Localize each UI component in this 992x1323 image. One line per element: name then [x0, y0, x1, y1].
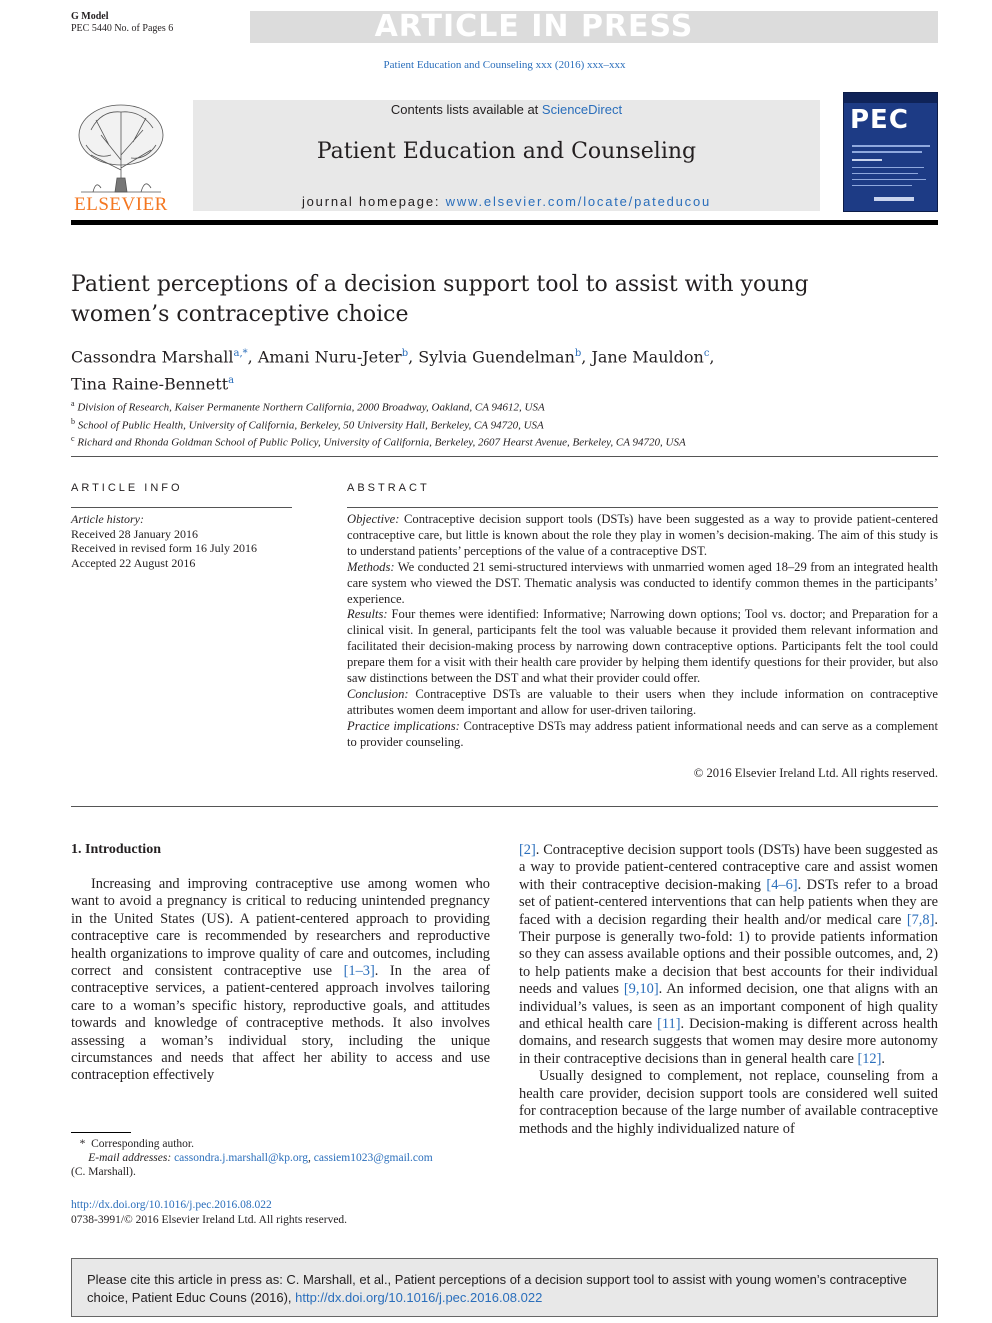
doi-block	[71, 1198, 490, 1228]
body-paragraph: Usually designed to complement, not replace, counseling from a health care provider, decision support tools are considered well suited for contraception because of the large number of available contraceptive methods and the highly individualized nature of	[519, 1068, 938, 1137]
author-name[interactable]: Cassondra Marshall	[71, 347, 234, 367]
cover-decoration	[852, 151, 922, 153]
introduction-heading: 1. Introduction	[71, 842, 161, 857]
reference-link[interactable]: [1–3]	[343, 963, 375, 980]
body-text: . Their purpose is generally two-fold: 1) to provide patients information so they can assess available options and their possible outcomes, and, 2) to help patients make a decision that best accounts for their individual needs and values	[519, 911, 938, 998]
email-note: E-mail addresses: cassondra.j.marshall@kp.org, cassiem1023@gmail.com	[88, 1152, 433, 1164]
article-in-press-text: ARTICLE IN PRESS	[374, 9, 694, 44]
body-text: . In the area of contraceptive services, a patient-centered approach involves tailoring care to a woman’s specific history, reproductive goals, and attitudes towards and knowledge of contraceptive methods. It also involves assessing a woman’s individual story, including the unique circumstances and needs that affect her ability to access and use contraception effectively	[71, 963, 491, 1084]
abstract-heading: ABSTRACT	[347, 482, 430, 494]
cover-decoration	[852, 173, 918, 174]
journal-cover-image	[843, 92, 938, 212]
email-owner: (C. Marshall).	[71, 1166, 136, 1178]
issn-copyright: 0738-3991/© 2016 Elsevier Ireland Ltd. All rights reserved.	[71, 1214, 348, 1226]
cover-decoration	[852, 179, 926, 180]
reference-link[interactable]: [9,10]	[623, 981, 659, 998]
abstract-text: Contraceptive DSTs may address patient informational needs and can serve as a complement to provider counseling.	[347, 718, 938, 749]
body-text: .	[881, 1050, 886, 1067]
citation-text	[87, 1271, 927, 1307]
reference-link[interactable]: [12]	[857, 1050, 882, 1067]
abstract-results	[347, 607, 938, 687]
cover-header-strip	[844, 93, 937, 103]
author-name[interactable]: Sylvia Guendelman	[418, 347, 575, 367]
affiliation-list	[71, 397, 938, 450]
affiliation	[71, 432, 938, 450]
homepage-link[interactable]: www.elsevier.com/locate/pateducou	[445, 194, 712, 209]
sciencedirect-link[interactable]: ScienceDirect	[541, 102, 623, 117]
abstract-text: Contraceptive DSTs are valuable to their users when they include information on contraceptive attributes women deem important and allow for user-driven tailoring.	[347, 686, 938, 717]
accepted-date: Accepted 22 August 2016	[71, 555, 196, 570]
manuscript-id	[71, 11, 173, 35]
section-divider	[71, 456, 938, 457]
elsevier-wordmark: ELSEVIER	[74, 194, 168, 215]
cover-decoration	[852, 185, 912, 186]
cover-title: PEC	[850, 105, 909, 135]
citation-doi-link[interactable]: http://dx.doi.org/10.1016/j.pec.2016.08.022	[295, 1290, 543, 1305]
article-title	[71, 270, 871, 330]
affiliation	[71, 397, 938, 415]
email-link[interactable]: cassondra.j.marshall@kp.org	[174, 1152, 309, 1164]
body-text: . An informed decision, one that aligns with an individual’s values, is seen as an important component of high quality and ethical health care	[519, 981, 939, 1033]
body-text: . DSTs refer to a broad set of patient-centered interventions that can help patients when they are faced with a decision regarding their health and/or medical care	[519, 876, 938, 928]
contents-availability	[193, 102, 820, 117]
journal-title: Patient Education and Counseling	[316, 139, 697, 164]
affiliation-text: Division of Research, Kaiser Permanente Northern California, 2000 Broadway, Oakland, CA 94612, USA	[77, 401, 545, 414]
abstract-conclusion	[347, 687, 938, 719]
citation-body: Please cite this article in press as: C. Marshall, et al., Patient perceptions of a decision support tool to assist with young women’s contraceptive choice, Patient Educ Couns (2016),	[87, 1272, 907, 1305]
footnotes	[71, 1137, 490, 1179]
footnote-marker: *	[79, 1138, 86, 1150]
page-count: PEC 5440 No. of Pages 6	[71, 23, 174, 34]
abstract-text: We conducted 21 semi-structured interviews with unmarried women aged 18–29 from an integrated health care system who viewed the DST. Thematic analysis was conducted to identify common themes in the participants’ experience.	[347, 559, 938, 606]
affiliation	[71, 415, 938, 433]
abstract-label: Objective:	[347, 512, 400, 526]
section-divider	[71, 806, 938, 807]
cover-decoration	[874, 197, 914, 201]
journal-homepage	[193, 194, 820, 209]
affiliation-marker: c	[71, 434, 75, 444]
affiliation-text: Richard and Rhonda Goldman School of Public Policy, University of California, Berkeley, 2607 Hearst Avenue, Berkeley, CA 94720, USA	[77, 436, 686, 449]
author-list	[71, 342, 871, 397]
cover-decoration	[852, 167, 924, 168]
homepage-prefix: journal homepage:	[301, 194, 446, 209]
doi-link[interactable]: http://dx.doi.org/10.1016/j.pec.2016.08.022	[71, 1199, 272, 1211]
author-affiliation-marker[interactable]: a	[228, 375, 235, 387]
abstract-body	[347, 512, 938, 751]
revised-date: Received in revised form 16 July 2016	[71, 541, 257, 555]
body-paragraph	[519, 842, 938, 1068]
masthead-rule	[71, 220, 938, 225]
abstract-objective	[347, 512, 938, 560]
article-info-rule	[71, 507, 292, 508]
abstract-label: Methods:	[347, 559, 395, 574]
title-line: Patient perceptions of a decision support tool to assist with young	[71, 272, 809, 297]
abstract-practice	[347, 719, 938, 751]
body-text: . Contraceptive decision support tools (DSTs) have been suggested as a way to provide patient-centered contraceptive care and assist women with their contraceptive decision-making	[519, 842, 938, 893]
abstract-text: Contraceptive decision support tools (DSTs) have been suggested as a way to provide patient-centered contraceptive care, but little is known about the role they play in women’s decision-making. The aim of this study is to understand patients’ perceptions of the value of a contraceptive DST.	[347, 512, 938, 558]
body-text: . Decision-making is different across health domains, and research suggests that women may desire more autonomy in their contraceptive decisions than in general health care	[519, 1016, 938, 1067]
reference-link[interactable]: [2]	[519, 842, 536, 858]
abstract-copyright: © 2016 Elsevier Ireland Ltd. All rights reserved.	[693, 766, 938, 780]
g-model-label: G Model	[71, 11, 109, 22]
author-affiliation-marker[interactable]: b	[401, 348, 409, 359]
author-name[interactable]: Tina Raine-Bennett	[71, 374, 229, 394]
abstract-label: Results:	[347, 607, 388, 622]
corresponding-author-note	[71, 1137, 490, 1151]
history-label: Article history:	[71, 512, 144, 526]
author-line: Cassondra Marshall$^{a,*}$, Amani Nuru-Jeter$^b$, Sylvia Guendelman$^b$, Jane Mauldon$^c$,	[71, 347, 715, 367]
body-column-left	[71, 876, 490, 1085]
cover-decoration	[852, 145, 930, 147]
abstract-text: Four themes were identified: Informative; Narrowing down options; Tool vs. doctor; and Preparation for a clinical visit. In general, participants felt the tool was valuable because it provided them relevant information and facilitated their decision-making process by narrowing down contraceptive options. Participants felt the tool could prepare them for a visit with their health care provider by helping them identify questions for their provider, but also saw distinctions between the DST and what their provider could offer.	[347, 607, 938, 686]
body-column-right	[519, 842, 938, 1138]
email-label: E-mail addresses:	[88, 1152, 172, 1164]
contents-prefix: Contents lists available at	[390, 102, 542, 117]
author-affiliation-marker[interactable]: b	[574, 348, 582, 359]
affiliation-marker: b	[71, 416, 75, 426]
cover-decoration	[852, 159, 882, 161]
received-date: Received 28 January 2016	[71, 526, 198, 541]
author-name[interactable]: Jane Mauldon	[591, 347, 704, 367]
abstract-rule	[347, 507, 938, 508]
footnote-text: Corresponding author.	[91, 1138, 194, 1150]
abstract-label: Practice implications:	[347, 718, 460, 733]
abstract-label: Conclusion:	[347, 686, 409, 701]
author-name[interactable]: Amani Nuru-Jeter	[257, 347, 402, 367]
email-link[interactable]: cassiem1023@gmail.com	[313, 1152, 433, 1164]
article-info-heading: ARTICLE INFO	[71, 482, 183, 494]
body-text: Increasing and improving contraceptive use among women who want to avoid a pregnancy is critical to reducing unintended pregnancy in the United States (US). A patient-centered approach to providing contraceptive care is recommended by researchers and reproductive health organizations to improve quality of care and outcomes, including correct and consistent contraceptive use	[71, 876, 490, 980]
abstract-methods	[347, 560, 938, 608]
affiliation-text: School of Public Health, University of California, Berkeley, 50 University Hall, Berkeley, CA 94720, USA	[77, 419, 544, 432]
reference-link[interactable]: [4–6]	[766, 876, 798, 893]
reference-link[interactable]: [11]	[657, 1016, 681, 1033]
article-history	[71, 512, 291, 570]
author-affiliation-marker[interactable]: a,*	[233, 348, 248, 359]
body-paragraph	[71, 876, 490, 1085]
journal-citation-link[interactable]: Patient Education and Counseling xxx (2016) xxx–xxx	[383, 59, 626, 71]
reference-link[interactable]: [7,8]	[906, 911, 935, 928]
title-line: women’s contraceptive choice	[71, 302, 409, 327]
author-line	[71, 369, 871, 396]
footnote-rule	[71, 1132, 131, 1133]
author-affiliation-marker[interactable]: c	[703, 348, 710, 359]
affiliation-marker: a	[71, 399, 75, 408]
